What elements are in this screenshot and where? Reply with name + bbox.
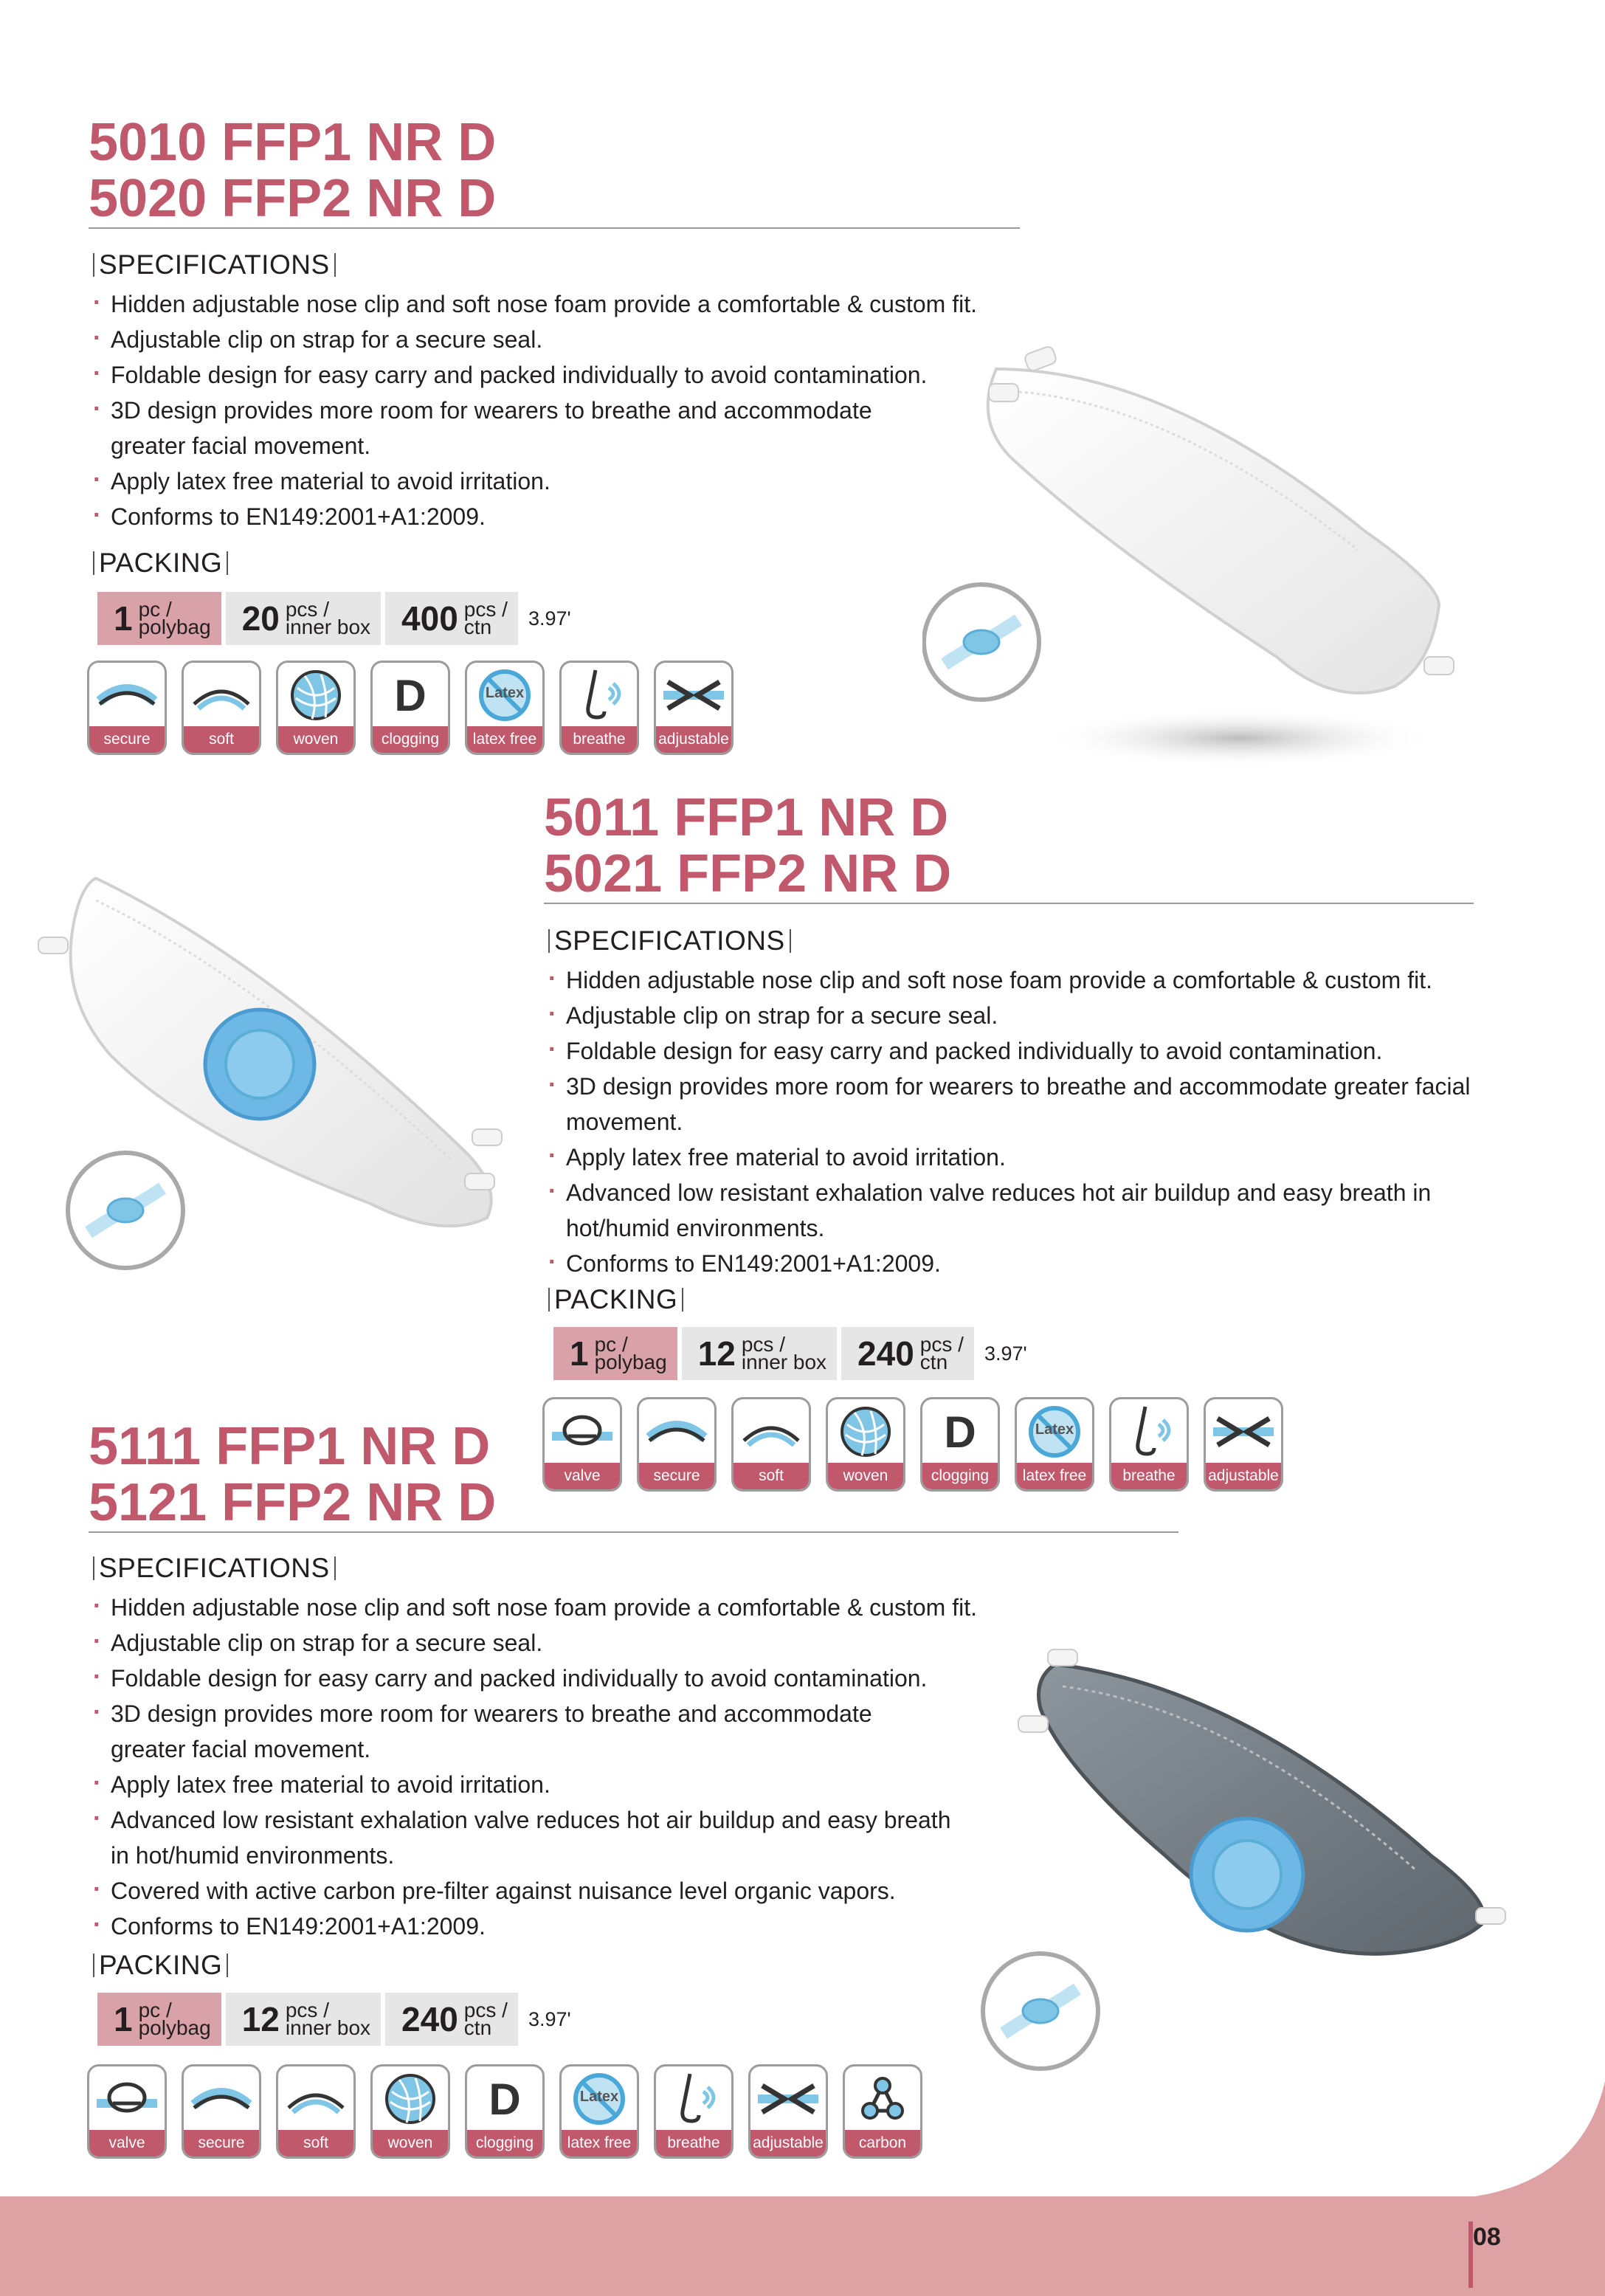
product-2-title <box>544 790 951 902</box>
product-2-packing-label: PACKING <box>554 1284 678 1314</box>
spec-item: · Advanced low resistant exhalation valve reduces hot air buildup and easy breath in hot/humid environments. <box>90 1802 967 1873</box>
clogging-d-icon: D <box>489 2074 521 2124</box>
product-2-title-line-2: 5021 FFP2 NR D <box>544 844 952 903</box>
packing-inner-box-qty: 12 <box>241 2000 280 2038</box>
secure-icon <box>643 1402 710 1461</box>
packing-unit: ctn <box>919 1351 948 1373</box>
feature-adjustable <box>654 661 734 755</box>
adjustable-icon <box>660 666 727 725</box>
product-2-feature-icons <box>542 1397 1298 1492</box>
packing-unit: polybag <box>138 2016 211 2039</box>
product-3-divider <box>89 1531 1178 1533</box>
feature-label: soft <box>184 726 259 753</box>
spec-item: · Foldable design for easy carry and packed individually to avoid contamination. <box>545 1033 1483 1069</box>
product-1-title-line-1: 5010 FFP1 NR D <box>89 113 497 172</box>
valve-mask-image <box>30 856 539 1284</box>
packing-polybag <box>97 1993 221 2046</box>
feature-valve <box>542 1397 622 1492</box>
feature-carbon <box>843 2064 922 2159</box>
feature-clogging <box>465 2064 545 2159</box>
spec-item: · 3D design provides more room for wearers to breathe and accommodate greater facial movement. <box>545 1069 1483 1140</box>
packing-unit: pcs / <box>463 1999 508 2021</box>
feature-latex-free <box>465 661 545 755</box>
feature-label: adjustable <box>750 2130 826 2157</box>
adjustable-icon <box>1210 1402 1277 1461</box>
packing-carton-size <box>522 1993 581 2046</box>
clogging-d-icon: D <box>944 1407 976 1457</box>
packing-inner-box <box>226 592 381 645</box>
woven-icon <box>283 666 349 725</box>
product-1-specifications-label: SPECIFICATIONS <box>99 249 330 280</box>
packing-unit: polybag <box>594 1351 667 1373</box>
spec-item: · Apply latex free material to avoid irritation. <box>545 1140 1483 1175</box>
breathe-icon <box>660 2069 727 2128</box>
packing-carton <box>385 1993 518 2046</box>
feature-label: valve <box>89 2130 165 2157</box>
breathe-icon <box>566 666 632 725</box>
packing-unit: pcs / <box>741 1333 785 1356</box>
spec-item: · Apply latex free material to avoid irritation. <box>90 463 1012 499</box>
packing-unit: pcs / <box>463 598 508 621</box>
feature-label: clogging <box>922 1463 998 1489</box>
spec-item: · Conforms to EN149:2001+A1:2009. <box>90 499 1012 534</box>
product-1-mask-image <box>922 339 1468 797</box>
secure-icon <box>188 2069 255 2128</box>
product-1-title <box>89 114 496 227</box>
packing-polybag-qty: 1 <box>114 2000 133 2038</box>
spec-item: · Foldable design for easy carry and packed individually to avoid contamination. <box>90 1661 1012 1696</box>
feature-soft <box>276 2064 356 2159</box>
product-1-packing-label: PACKING <box>99 548 223 578</box>
packing-unit: inner box <box>285 2016 371 2039</box>
feature-soft <box>731 1397 811 1492</box>
carbon-molecule-icon <box>849 2069 916 2128</box>
feature-label: clogging <box>467 2130 542 2157</box>
product-2-divider <box>544 903 1474 904</box>
breathe-icon <box>1116 1402 1182 1461</box>
carbon-mask-image <box>974 1635 1520 2107</box>
packing-unit: pcs / <box>285 598 329 621</box>
product-1-packing-row <box>97 592 586 645</box>
product-1-packing-heading <box>89 548 232 579</box>
packing-unit: ctn <box>463 616 492 638</box>
product-3-specifications-list <box>90 1590 1012 1944</box>
product-2-specifications-list <box>545 962 1483 1281</box>
adjustable-icon <box>755 2069 821 2128</box>
product-1-divider <box>89 227 1020 229</box>
woven-icon <box>832 1402 899 1461</box>
product-3-packing-heading <box>89 1950 232 1981</box>
packing-unit: pc / <box>138 598 172 621</box>
latex-icon-text: Latex <box>1035 1421 1074 1438</box>
spec-item: · Adjustable clip on strap for a secure seal. <box>545 998 1483 1033</box>
product-2-specifications-label: SPECIFICATIONS <box>554 925 785 956</box>
footer-corner-curve <box>1446 2081 1605 2199</box>
feature-label: secure <box>89 726 165 753</box>
feature-label: soft <box>734 1463 809 1489</box>
packing-inner-box-qty: 12 <box>697 1334 736 1373</box>
feature-label: latex free <box>467 726 542 753</box>
feature-label: valve <box>545 1463 620 1489</box>
packing-inner-box-qty: 20 <box>241 599 280 638</box>
product-1-specifications-heading <box>89 249 340 280</box>
packing-carton-size <box>522 592 581 645</box>
packing-polybag <box>97 592 221 645</box>
product-1-feature-icons <box>87 661 748 755</box>
spec-item: · Adjustable clip on strap for a secure seal. <box>90 1625 1012 1661</box>
packing-unit: pc / <box>594 1333 628 1356</box>
packing-unit: inner box <box>285 616 371 638</box>
product-2-specifications-heading <box>544 925 795 956</box>
product-1-title-line-2: 5020 FFP2 NR D <box>89 169 497 228</box>
product-3-feature-icons <box>87 2064 937 2159</box>
product-3-title-line-1: 5111 FFP1 NR D <box>89 1417 491 1476</box>
packing-inner-box <box>682 1327 837 1380</box>
feature-label: breathe <box>656 2130 731 2157</box>
product-3-packing-row <box>97 1993 586 2046</box>
product-3-specifications-label: SPECIFICATIONS <box>99 1553 330 1583</box>
packing-polybag-qty: 1 <box>570 1334 589 1373</box>
feature-label: adjustable <box>656 726 731 753</box>
packing-unit: pcs / <box>285 1999 329 2021</box>
packing-unit: pcs / <box>919 1333 964 1356</box>
packing-unit: polybag <box>138 616 211 638</box>
valve-icon <box>94 2069 160 2128</box>
feature-label: soft <box>278 2130 353 2157</box>
feature-clogging <box>920 1397 1000 1492</box>
feature-valve <box>87 2064 167 2159</box>
product-2-mask-image <box>30 856 539 1284</box>
packing-carton-qty: 400 <box>401 599 458 638</box>
spec-item: · 3D design provides more room for wearers to breathe and accommodate greater facial movement. <box>90 393 945 463</box>
clogging-d-icon: D <box>394 670 427 720</box>
secure-icon <box>94 666 160 725</box>
valve-icon <box>549 1402 615 1461</box>
feature-label: latex free <box>562 2130 637 2157</box>
packing-polybag <box>553 1327 677 1380</box>
spec-item: · Foldable design for easy carry and packed individually to avoid contamination. <box>90 357 1012 393</box>
packing-carton <box>385 592 518 645</box>
feature-label: woven <box>828 1463 903 1489</box>
product-3-mask-image <box>974 1635 1520 2107</box>
feature-latex-free <box>559 2064 639 2159</box>
packing-unit: pc / <box>138 1999 172 2021</box>
spec-item: · 3D design provides more room for wearers to breathe and accommodate greater facial movement. <box>90 1696 945 1767</box>
packing-unit: inner box <box>741 1351 827 1373</box>
feature-secure <box>87 661 167 755</box>
packing-polybag-qty: 1 <box>114 599 133 638</box>
spec-item: · Conforms to EN149:2001+A1:2009. <box>545 1246 1483 1281</box>
product-3-specifications-heading <box>89 1553 340 1584</box>
spec-item: · Hidden adjustable nose clip and soft nose foam provide a comfortable & custom fit. <box>90 1590 1012 1625</box>
product-3-title <box>89 1418 496 1531</box>
feature-label: breathe <box>1111 1463 1187 1489</box>
product-3-title-line-2: 5121 FFP2 NR D <box>89 1473 497 1532</box>
product-3-packing-label: PACKING <box>99 1950 223 1980</box>
packing-carton-size <box>978 1327 1038 1380</box>
feature-label: secure <box>184 2130 259 2157</box>
packing-carton-size-value: 3.97' <box>528 2007 571 2030</box>
latex-icon-text: Latex <box>579 2089 619 2105</box>
feature-breathe <box>1109 1397 1189 1492</box>
feature-breathe <box>654 2064 734 2159</box>
soft-icon <box>283 2069 349 2128</box>
feature-label: woven <box>278 726 353 753</box>
feature-label: clogging <box>373 726 448 753</box>
spec-item: · Apply latex free material to avoid irritation. <box>90 1767 1012 1802</box>
feature-label: adjustable <box>1206 1463 1281 1489</box>
feature-breathe <box>559 661 639 755</box>
spec-item: · Covered with active carbon pre-filter against nuisance level organic vapors. <box>90 1873 1012 1909</box>
soft-icon <box>188 666 255 725</box>
latex-icon-text: Latex <box>485 685 525 701</box>
spec-item: · Hidden adjustable nose clip and soft nose foam provide a comfortable & custom fit. <box>90 286 1012 322</box>
feature-adjustable <box>748 2064 828 2159</box>
soft-icon <box>738 1402 804 1461</box>
spec-item: · Conforms to EN149:2001+A1:2009. <box>90 1909 1012 1944</box>
packing-inner-box <box>226 1993 381 2046</box>
product-2-packing-row <box>553 1327 1042 1380</box>
spec-item: · Advanced low resistant exhalation valve reduces hot air buildup and easy breath in hot/humid environments. <box>545 1175 1483 1246</box>
feature-secure <box>182 2064 261 2159</box>
spec-item: · Hidden adjustable nose clip and soft nose foam provide a comfortable & custom fit. <box>545 962 1483 998</box>
feature-soft <box>182 661 261 755</box>
feature-adjustable <box>1204 1397 1283 1492</box>
feature-woven <box>276 661 356 755</box>
packing-carton-size-value: 3.97' <box>984 1342 1027 1365</box>
page-footer-band <box>0 2196 1605 2296</box>
feature-label: breathe <box>562 726 637 753</box>
feature-secure <box>637 1397 717 1492</box>
feature-woven <box>370 2064 450 2159</box>
feature-label: carbon <box>845 2130 920 2157</box>
feature-label: secure <box>639 1463 714 1489</box>
white-mask-image <box>922 339 1468 797</box>
packing-unit: ctn <box>463 2016 492 2039</box>
packing-carton-qty: 240 <box>401 2000 458 2038</box>
page-number: 08 <box>1473 2223 1501 2251</box>
feature-label: latex free <box>1017 1463 1092 1489</box>
woven-icon <box>377 2069 443 2128</box>
feature-clogging <box>370 661 450 755</box>
feature-woven <box>826 1397 905 1492</box>
packing-carton-size-value: 3.97' <box>528 607 571 630</box>
product-2-packing-heading <box>544 1284 688 1315</box>
product-1-specifications-list <box>90 286 1012 534</box>
feature-latex-free <box>1015 1397 1094 1492</box>
packing-carton <box>841 1327 974 1380</box>
packing-carton-qty: 240 <box>857 1334 914 1373</box>
product-2-title-line-1: 5011 FFP1 NR D <box>544 788 949 847</box>
feature-label: woven <box>373 2130 448 2157</box>
spec-item: · Adjustable clip on strap for a secure seal. <box>90 322 1012 357</box>
